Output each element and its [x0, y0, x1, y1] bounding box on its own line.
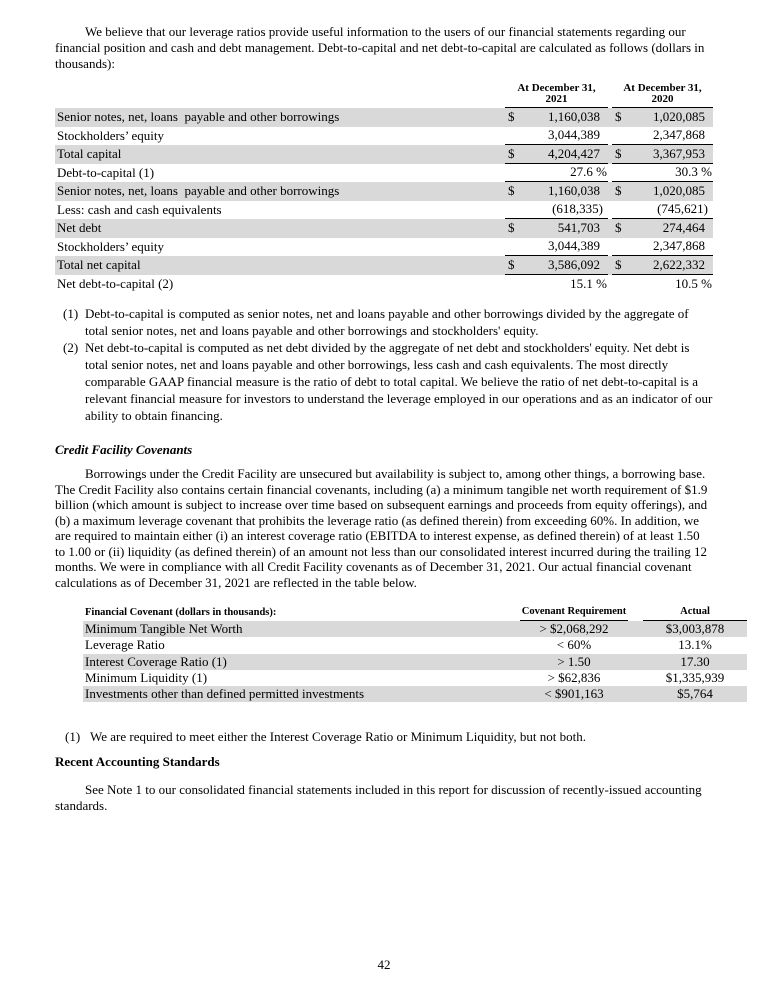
leverage-footnotes	[55, 305, 713, 424]
requirement-value: > 1.50	[557, 653, 591, 669]
actual-column-header: Actual	[643, 606, 747, 621]
cell-value: 1,020,085	[653, 109, 705, 125]
intro-paragraph: We believe that our leverage ratios provide useful information to the users of our financial statements regarding our financial position and cash and debt management. Debt-to-capital and net debt-to-capital are calculated as follows (dollars in thousands):	[55, 24, 705, 71]
row-label: Senior notes, net, loans payable and other borrowings	[57, 109, 340, 125]
actual-value: $5,764	[677, 686, 713, 702]
footnote-1	[55, 305, 713, 339]
row-label: Debt-to-capital (1)	[57, 164, 155, 180]
row-label: Total net capital	[57, 257, 141, 273]
value-2020	[612, 256, 713, 275]
requirement-value: < $901,163	[544, 686, 604, 702]
currency-symbol: $	[615, 183, 622, 199]
currency-symbol: $	[615, 109, 622, 125]
column-header-2021	[505, 83, 608, 108]
cell-value: 1,160,038	[548, 109, 600, 125]
value-2020	[612, 145, 713, 164]
value-2021	[505, 238, 608, 257]
recent-accounting-paragraph: See Note 1 to our consolidated financial statements included in this report for discussion of recently-issued accounting standards.	[55, 782, 702, 813]
footnote-text: Net debt-to-capital is computed as net debt divided by the aggregate of net debt and stockholders' equity. Net debt is total senior notes, net and loans payable and other borrowings, less cash and cash equivalents. The most directly comparable GAAP financial measure is the ratio of debt to total capital. We believe the ratio of net debt-to-capital is a relevant financial measure for investors to understand the leverage employed in our operations and as an indicator of our ability to obtain financing.	[85, 340, 713, 423]
cell-value: (745,621)	[657, 201, 708, 217]
cell-value: 3,586,092	[548, 256, 600, 272]
currency-symbol: $	[508, 145, 515, 161]
column-header-line2: 2020	[651, 93, 674, 105]
value-2020	[612, 219, 713, 238]
leverage-table-row	[55, 275, 713, 294]
leverage-table-row	[55, 182, 713, 201]
covenant-table-row	[83, 637, 747, 653]
value-2020	[612, 108, 713, 127]
cell-value: 3,367,953	[653, 145, 705, 161]
header-spacer	[55, 83, 505, 108]
requirement-value: > $62,836	[547, 670, 601, 686]
cell-value: 541,703	[557, 220, 600, 236]
value-2021	[505, 275, 608, 294]
actual-value: 13.1%	[678, 637, 712, 653]
row-label: Minimum Liquidity (1)	[85, 670, 208, 686]
column-header-2020	[612, 83, 713, 108]
currency-symbol: $	[508, 220, 515, 236]
value-2021	[505, 182, 608, 201]
leverage-table-row	[55, 127, 713, 146]
covenant-table-body	[83, 621, 747, 702]
credit-facility-paragraph: Borrowings under the Credit Facility are unsecured but availability is subject to, among other things, a borrowing base. The Credit Facility also contains certain financial covenants, including (a) a minimum tangible net worth requirement of $1.9 billion (which amount is subject to increase over time based on subsequent earnings and proceeds from equity offerings), and (b) a maximum leverage covenant that prohibits the leverage ratio (as defined therein) from exceeding 60%. In addition, we are required to maintain either (i) an interest coverage ratio (EBITDA to interest expense, as defined therein) of at least 1.50 to 1.00 or (ii) liquidity (as defined therein) of an amount not less than our consolidated interest incurred during the trailing 12 months. We were in compliance with all Credit Facility covenants as of December 31, 2021. Our actual financial covenant calculations as of December 31, 2021 are reflected in the table below.	[55, 466, 708, 590]
actual-value: $3,003,878	[665, 621, 725, 637]
value-2020	[612, 164, 713, 183]
row-label: Interest Coverage Ratio (1)	[85, 653, 227, 669]
cell-value: 30.3 %	[675, 164, 712, 180]
leverage-table-header	[55, 83, 713, 108]
covenant-table-row	[83, 686, 747, 702]
value-2021	[505, 164, 608, 183]
cell-value: 15.1 %	[570, 275, 607, 291]
currency-symbol: $	[508, 183, 515, 199]
currency-symbol: $	[508, 109, 515, 125]
page-number: 42	[377, 957, 391, 972]
footnote-marker: (2)	[63, 340, 79, 355]
footnote-text: We are required to meet either the Interest Coverage Ratio or Minimum Liquidity, but not both.	[90, 729, 586, 744]
cell-value: 4,204,427	[548, 145, 600, 161]
covenant-table-row	[83, 670, 747, 686]
column-header-line2: 2021	[545, 93, 568, 105]
row-label: Investments other than defined permitted investments	[85, 686, 365, 702]
leverage-table-row	[55, 219, 713, 238]
currency-symbol: $	[615, 145, 622, 161]
credit-facility-heading: Credit Facility Covenants	[55, 442, 193, 457]
value-2021	[505, 145, 608, 164]
row-label: Minimum Tangible Net Worth	[85, 621, 243, 637]
footnote-marker: (1)	[63, 306, 79, 321]
cell-value: 274,464	[662, 220, 705, 236]
value-2021	[505, 201, 608, 220]
currency-symbol: $	[615, 220, 622, 236]
currency-symbol: $	[508, 256, 515, 272]
requirement-value: < 60%	[556, 637, 592, 653]
row-label: Stockholders’ equity	[57, 127, 164, 143]
row-label: Leverage Ratio	[85, 637, 165, 653]
row-label: Net debt-to-capital (2)	[57, 275, 174, 291]
covenant-table-header	[83, 606, 747, 621]
leverage-table-row	[55, 108, 713, 127]
cell-value: 3,044,389	[548, 238, 600, 254]
leverage-table-body	[55, 108, 713, 293]
row-label: Stockholders’ equity	[57, 238, 164, 254]
cell-value: 1,160,038	[548, 183, 600, 199]
footnote-marker: (1)	[65, 729, 81, 744]
leverage-table-row	[55, 164, 713, 183]
requirement-value: > $2,068,292	[539, 621, 609, 637]
column-header-line1: At December 31,	[517, 82, 596, 94]
value-2021	[505, 108, 608, 127]
footnote-2	[55, 339, 713, 424]
value-2021	[505, 256, 608, 275]
covenant-label-header: Financial Covenant (dollars in thousands):	[85, 607, 277, 618]
value-2021	[505, 127, 608, 146]
row-label: Net debt	[57, 220, 102, 236]
value-2020	[612, 182, 713, 201]
recent-accounting-heading: Recent Accounting Standards	[55, 754, 220, 769]
cell-value: 2,622,332	[653, 256, 705, 272]
cell-value: 27.6 %	[570, 164, 607, 180]
leverage-table-row	[55, 201, 713, 220]
cell-value: 2,347,868	[653, 238, 705, 254]
value-2020	[612, 238, 713, 257]
row-label: Total capital	[57, 146, 122, 162]
requirement-column-header: Covenant Requirement	[520, 606, 628, 621]
cell-value: 2,347,868	[653, 127, 705, 143]
value-2021	[505, 219, 608, 238]
cell-value: 3,044,389	[548, 127, 600, 143]
covenant-table	[83, 606, 747, 702]
actual-value: 17.30	[680, 653, 710, 669]
column-header-line1: At December 31,	[623, 82, 702, 94]
cell-value: 1,020,085	[653, 183, 705, 199]
covenant-footnote	[55, 729, 748, 745]
leverage-table-row	[55, 256, 713, 275]
footnote-text: Debt-to-capital is computed as senior notes, net and loans payable and other borrowings divided by the aggregate of total senior notes, net and loans payable and other borrowings and stockholders' equity.	[85, 306, 689, 338]
covenant-table-row	[83, 654, 747, 670]
row-label: Senior notes, net, loans payable and other borrowings	[57, 183, 340, 199]
value-2020	[612, 275, 713, 294]
value-2020	[612, 201, 713, 220]
currency-symbol: $	[615, 256, 622, 272]
covenant-table-row	[83, 621, 747, 637]
leverage-table-row	[55, 238, 713, 257]
value-2020	[612, 127, 713, 146]
leverage-table	[55, 83, 713, 293]
cell-value: 10.5 %	[675, 275, 712, 291]
leverage-table-row	[55, 145, 713, 164]
actual-value: $1,335,939	[665, 670, 725, 686]
row-label: Less: cash and cash equivalents	[57, 201, 222, 217]
cell-value: (618,335)	[552, 201, 603, 217]
